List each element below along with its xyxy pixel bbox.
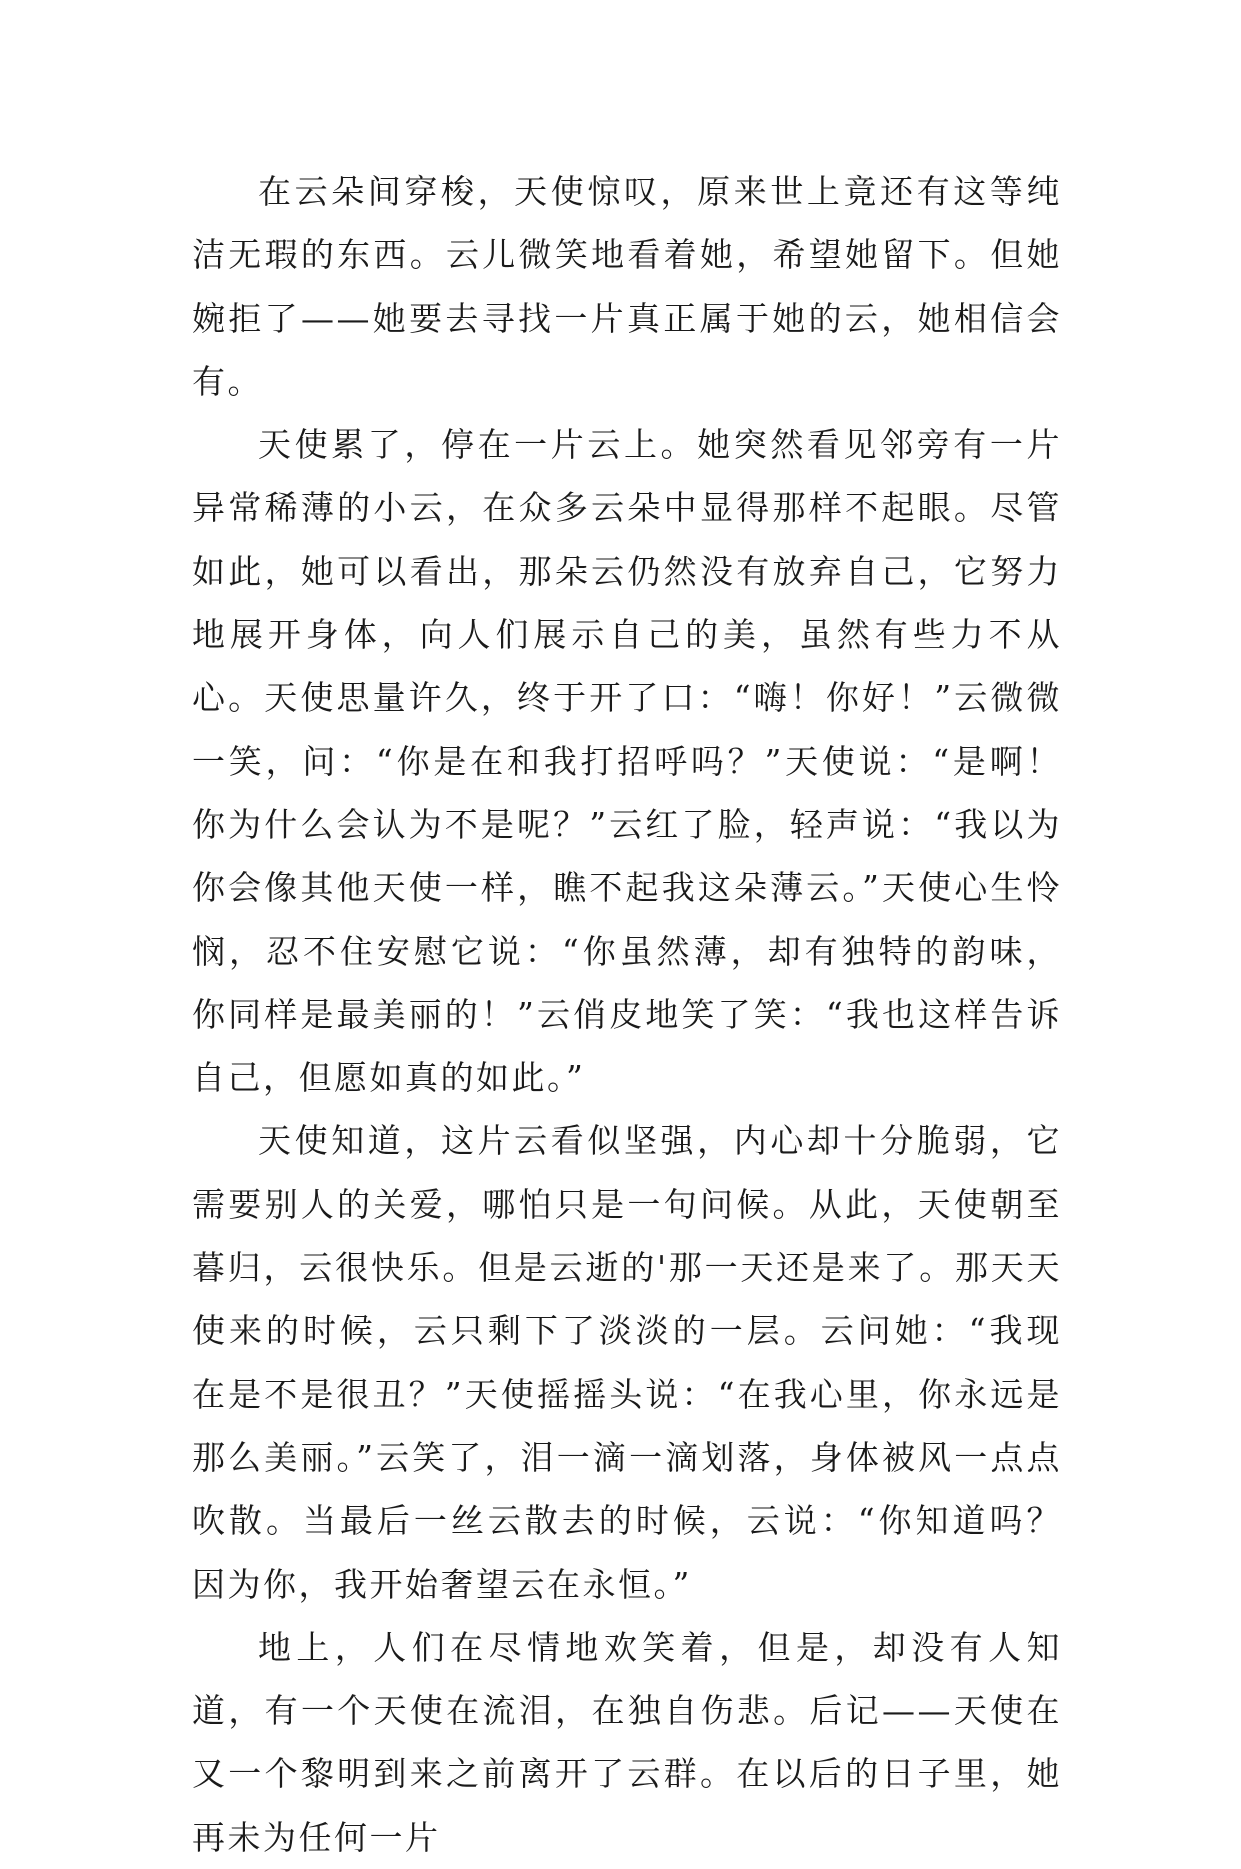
- paragraph-4: 地上，人们在尽情地欢笑着，但是，却没有人知道，有一个天使在流泪，在独自伤悲。后记——天使在又一个黎明到来之前离开了云群。在以后的日子里，她再未为任何一片: [192, 1627, 1062, 1857]
- paragraph-2: 天使累了，停在一片云上。她突然看见邻旁有一片异常稀薄的小云，在众多云朵中显得那样不起眼。尽管如此，她可以看出，那朵云仍然没有放弃自己，它努力地展开身体，向人们展示自己的美，虽然有些力不从心。天使思量许久，终于开了口：“嗨！你好！”云微微一笑，问：“你是在和我打招呼吗？”天使说：“是啊！你为什么会认为不是呢？”云红了脸，轻声说：“我以为你会像其他天使一样，瞧不起我这朵薄云。”天使心生怜悯，忍不住安慰它说：“你虽然薄，却有独特的韵味，你同样是最美丽的！”云俏皮地笑了笑：“我也这样告诉自己，但愿如真的如此。”: [192, 425, 1062, 1098]
- document-page: [192, 160, 1062, 1869]
- paragraph-3: 天使知道，这片云看似坚强，内心却十分脆弱，它需要别人的关爱，哪怕只是一句问候。从此，天使朝至暮归，云很快乐。但是云逝的'那一天还是来了。那天天使来的时候，云只剩下了淡淡的一层。云问她：“我现在是不是很丑？”天使摇摇头说：“在我心里，你永远是那么美丽。”云笑了，泪一滴一滴划落，身体被风一点点吹散。当最后一丝云散去的时候，云说：“你知道吗？因为你，我开始奢望云在永恒。”: [192, 1121, 1062, 1604]
- paragraph-1: 在云朵间穿梭，天使惊叹，原来世上竟还有这等纯洁无瑕的东西。云儿微笑地看着她，希望她留下。但她婉拒了——她要去寻找一片真正属于她的云，她相信会有。: [192, 172, 1062, 401]
